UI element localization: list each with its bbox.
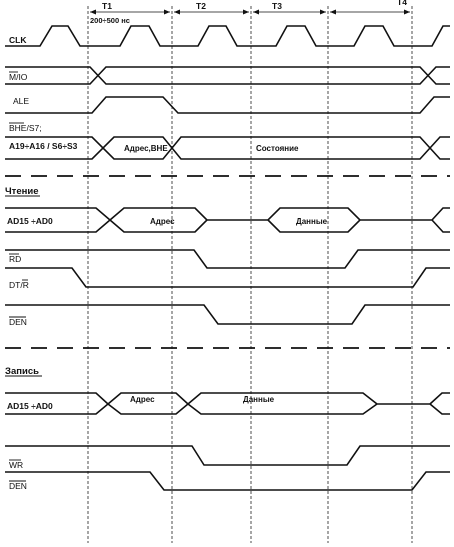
arrow-right-icon — [320, 10, 326, 15]
label-ale: ALE — [13, 96, 30, 106]
label-read-dtr: DT/R — [9, 280, 29, 290]
bus-read-ad — [5, 208, 450, 232]
period-label-t2: T2 — [196, 1, 206, 11]
wave-read-den — [5, 305, 450, 324]
arrow-left-icon — [90, 10, 96, 15]
section-read: Чтение — [5, 186, 39, 197]
label-mio: M/IO — [9, 72, 28, 82]
period-guides — [88, 6, 412, 543]
period-label-t4: T4 — [397, 0, 407, 7]
period-dimensions — [90, 0, 410, 25]
bus-label-write-addr: Адрес — [130, 395, 155, 404]
label-bhe-s7: BHE/S7; — [9, 123, 42, 133]
wave-ale — [5, 97, 450, 113]
wave-write-den — [5, 472, 450, 490]
wave-read-dtr — [5, 268, 450, 287]
bus-label-write-data: Данные — [243, 395, 275, 404]
label-write-ad: AD15 ÷AD0 — [7, 401, 53, 411]
bus-write-ad — [5, 393, 450, 414]
label-write-den: DEN — [9, 481, 27, 491]
wave-read-rd — [5, 250, 450, 268]
label-clk: CLK — [9, 35, 27, 45]
bus-label-addr-bhe: Адрес,BHE — [124, 144, 168, 153]
bus-label-status: Состояние — [256, 144, 299, 153]
label-a-s: A19÷A16 / S6÷S3 — [9, 141, 78, 151]
arrow-right-icon — [404, 10, 410, 15]
arrow-right-icon — [164, 10, 170, 15]
arrow-left-icon — [330, 10, 336, 15]
label-write-wr: WR — [9, 460, 24, 470]
section-write: Запись — [5, 366, 39, 377]
period-label-t3: T3 — [272, 1, 282, 11]
arrow-left-icon — [174, 10, 180, 15]
clock-period-note: 200÷500 нс — [90, 16, 130, 25]
wave-mio — [5, 67, 450, 84]
label-read-rd: RD — [9, 254, 22, 264]
label-read-den: DEN — [9, 317, 27, 327]
bus-label-read-data: Данные — [296, 217, 328, 226]
arrow-right-icon — [243, 10, 249, 15]
period-label-t1: T1 — [102, 1, 112, 11]
arrow-left-icon — [253, 10, 259, 15]
label-read-ad: AD15 ÷AD0 — [7, 216, 53, 226]
wave-clk — [5, 26, 450, 46]
bus-label-read-addr: Адрес — [150, 217, 175, 226]
wave-write-wr — [5, 446, 450, 465]
